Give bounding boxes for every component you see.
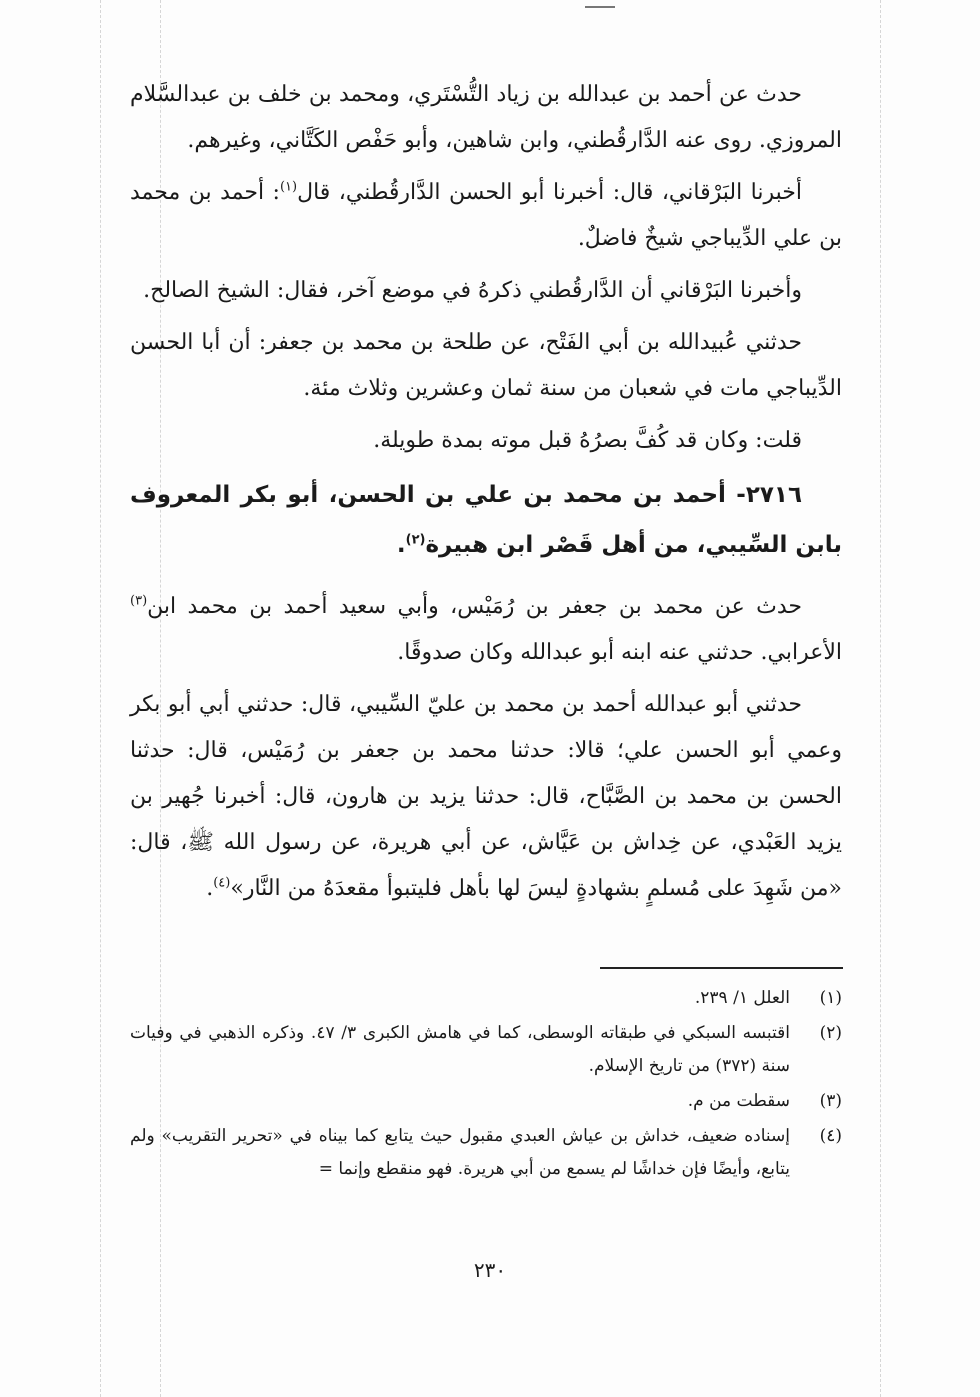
footnote-ref-2[interactable]: (٢)	[405, 532, 426, 548]
footnote-text: إسناده ضعيف، خداش بن عياش العبدي مقبول حيث يتابع كما بيناه في «تحرير التقريب» ولم يتابع، وأيضًا فإن خداشًا لم يسمع من أبي هريرة. فهو منقطع وإنما =	[130, 1126, 790, 1179]
footnote-number: (٤)	[819, 1126, 842, 1146]
entry-heading-end: .	[396, 532, 406, 558]
footnote-item	[130, 1120, 842, 1186]
paragraph-6-text-b: الأعرابي. حدثني عنه ابنه أبو عبدالله وكان صدوقًا.	[397, 640, 842, 665]
paragraph-7-text-a: حدثني أبو عبدالله أحمد بن محمد بن عليّ السِّيبي، قال: حدثني أبي أبو بكر وعمي أبو الحسن علي؛ قالا: حدثنا محمد بن جعفر بن رُمَيْس، قال: حدثنا الحسن بن محمد بن الصَّبَّاح، قال: حدثنا يزيد بن هارون، قال: أخبرنا جُهير بن يزيد العَبْدي، عن خِداش بن عَيَّاش، عن أبي هريرة، عن رسول الله ﷺ، قال: «من شَهِدَ على مُسلمٍ بشهادةٍ ليسَ لها بأهل فليتبوأ مقعدَهُ من النَّار»	[130, 692, 842, 901]
paragraph-6	[130, 584, 842, 676]
paragraph-2-text-b: : أحمد بن محمد بن علي الدِّيباجي شيخٌ فاضلٌ.	[130, 180, 842, 251]
footnote-item	[130, 1085, 842, 1118]
paragraph-4: حدثني عُبيدالله بن أبي الفَتْح، عن طلحة بن محمد بن جعفر: أن أبا الحسن الدِّيباجي مات في شعبان من سنة ثمان وعشرين وثلاث مئة.	[130, 330, 842, 401]
paragraph-7-text-b: .	[206, 876, 214, 901]
footnote-number: (١)	[819, 988, 842, 1008]
scan-guide-line	[880, 0, 881, 1397]
entry-heading	[130, 470, 842, 570]
footnote-item	[130, 1017, 842, 1083]
footnote-text: العلل ١/ ٢٣٩.	[694, 988, 790, 1008]
footnote-text: سقطت من م.	[687, 1091, 790, 1111]
footnote-ref-4[interactable]: (٤)	[213, 875, 231, 891]
paragraph-5: قلت: وكان قد كُفَّ بصرُهُ قبل موته بمدة طويلة.	[373, 428, 802, 453]
paragraph-3: وأخبرنا البَرْقاني أن الدَّارقُطني ذكرهُ في موضع آخر، فقال: الشيخ الصالح.	[143, 278, 802, 303]
footnote-item	[130, 982, 842, 1015]
footnote-divider	[600, 967, 843, 969]
footnote-ref-3[interactable]: (٣)	[130, 593, 148, 609]
paragraph-6-text-a: حدث عن محمد بن جعفر بن رُمَيْس، وأبي سعيد أحمد بن محمد ابن	[147, 594, 802, 619]
page-number: ٢٣٠	[473, 1258, 507, 1282]
footnote-number: (٣)	[819, 1091, 842, 1111]
footnotes	[130, 982, 842, 1188]
paragraph-2	[130, 170, 842, 262]
paragraph-1: حدث عن أحمد بن عبدالله بن زياد التُّسْتَري، ومحمد بن خلف بن عبدالسَّلام المروزي. روى عنه الدَّارقُطني، وابن شاهين، وأبو حَفْص الكَتَّاني، وغيرهم.	[130, 82, 842, 153]
main-text	[130, 72, 842, 918]
page-top-mark	[585, 0, 615, 8]
footnote-ref-1[interactable]: (١)	[279, 179, 298, 195]
paragraph-7	[130, 682, 842, 912]
scan-guide-line	[100, 0, 101, 1397]
paragraph-2-text-a: أخبرنا البَرْقاني، قال: أخبرنا أبو الحسن الدَّارقُطني، قال	[297, 180, 802, 205]
footnote-text: اقتبسه السبكي في طبقاته الوسطى، كما في هامش الكبرى ٣/ ٤٧. وذكره الذهبي في وفيات سنة (٣٧٢) من تاريخ الإسلام.	[130, 1023, 791, 1076]
entry-heading-text: ٢٧١٦- أحمد بن محمد بن علي بن الحسن، أبو بكر المعروف بابن السِّيبي، من أهل قَصْر ابن هبيرة	[130, 482, 842, 558]
footnote-number: (٢)	[819, 1023, 842, 1043]
